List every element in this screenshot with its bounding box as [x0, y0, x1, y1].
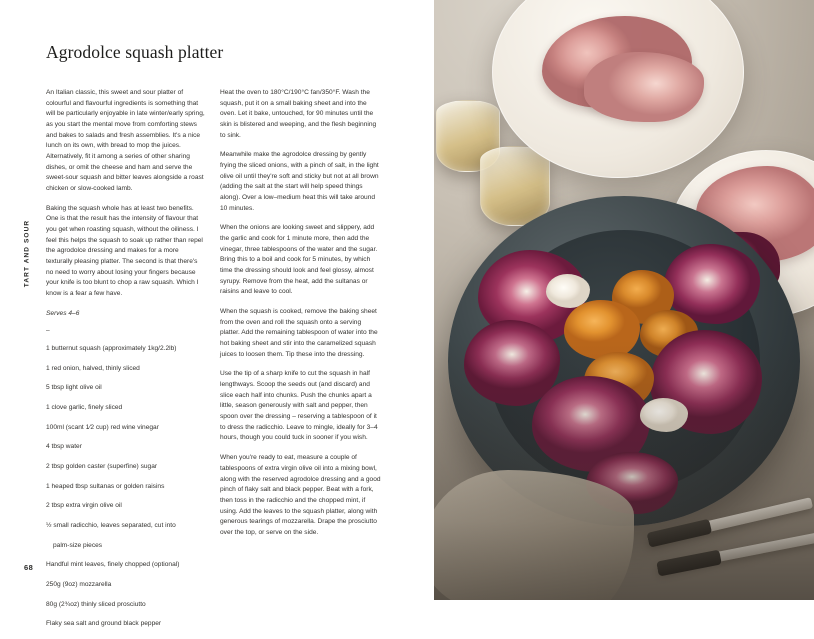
method-step: Heat the oven to 180°C/190°C fan/350°F. Wash the squash, put it on a small baking sheet and into the oven. Let it bake, untouched, for 90 minutes until the skin is blistered and weeping, and the flesh beginning to sink.	[220, 89, 377, 139]
method-step: When the squash is cooked, remove the baking sheet from the oven and roll the squash onto a serving platter. Add the remaining tablespoon of water into the hot baking sheet and stir into the caramelized squash juices to loosen them. Tip these into the dressing.	[220, 308, 378, 358]
serves-line: Serves 4–6	[46, 309, 80, 317]
chapter-tab-label: TART AND SOUR	[23, 219, 31, 288]
intro-column	[46, 88, 206, 639]
photo-vignette	[434, 340, 814, 600]
prosciutto-slice	[584, 52, 704, 122]
method-column	[220, 88, 382, 548]
intro-paragraph: An Italian classic, this sweet and sour platter of colourful and flavourful ingredients is something that will be particularly enjoyable in late winter/early spring, as you start the mental move from comforting stews and bakes to salads and fresh assemblies. It's a nice lunch on its own, with bread to mop the juices. Alternatively, fit it among a series of other sharing dishes, or omit the cheese and ham and serve the sweet-sour squash and bitter leaves alongside a roast chicken or slow-cooked lamb.	[46, 89, 205, 193]
ingredient-item: 1 red onion, halved, thinly sliced	[46, 364, 140, 372]
chapter-tab	[14, 0, 32, 600]
ingredient-item: 100ml (scant 1⁄2 cup) red wine vinegar	[46, 423, 159, 431]
ingredient-item: 5 tbsp light olive oil	[46, 384, 102, 392]
page-title: Agrodolce squash platter	[46, 41, 224, 62]
ingredient-item: ½ small radicchio, leaves separated, cut into	[46, 522, 176, 530]
method-step: When you're ready to eat, measure a couple of tablespoons of extra virgin olive oil into a mixing bowl, along with the reserved agrodolce dressing and a good pinch of flaky salt and black pepper. Beat with a fork, then toss in the radicchio and the chopped mint, if using. Add the leaves to the squash platter, along with generous tearings of mozzarella. Drape the prosciutto over the top, or serve on the side.	[220, 454, 381, 536]
method-step: When the onions are looking sweet and slippery, add the garlic and cook for 1 minute more, then add the vinegar, three tablespoons of the water and the sugar. Bring this to a boil and cook for 5 minutes, by which time the dressing should look and feel glossy, almost syrupy. Remove from the heat, add the sultanas or raisins and leave to cool.	[220, 224, 378, 296]
method-step: Use the tip of a sharp knife to cut the squash in half lengthways. Scoop the seeds out (and discard) and slice each half into chunks. Push the chunks apart a little, season generously with salt and pepper, then spoon over the dressing – reserving a tablespoon of it to dress the radicchio. Leave to mingle, ideally for 3–4 hours, though you could tuck in sooner if you wish.	[220, 370, 378, 442]
serves-rule: –	[46, 327, 50, 335]
ingredient-item: Flaky sea salt and ground black pepper	[46, 620, 162, 628]
ingredient-item: 4 tbsp water	[46, 443, 82, 451]
ingredient-item-continued: palm-size pieces	[53, 541, 103, 549]
page-number: 68	[24, 563, 34, 572]
ingredient-item: 1 heaped tbsp sultanas or golden raisins	[46, 482, 165, 490]
ingredients-list	[46, 344, 206, 630]
ingredient-item: 1 clove garlic, finely sliced	[46, 404, 123, 412]
ingredient-item: 80g (2¾oz) thinly sliced prosciutto	[46, 600, 146, 608]
ingredient-item: Handful mint leaves, finely chopped (optional)	[46, 561, 180, 569]
ingredient-item: 250g (9oz) mozzarella	[46, 581, 112, 589]
intro-paragraph: Baking the squash whole has at least two benefits. One is that the result has the intensity of flavour that you get when roasting squash, without the oiliness. I feel this helps the squash to soak up rather than repel the agrodolce dressing and makes for a more texturally pleasing platter. The second is that there's no need to worry about losing your fingers because your knife is too blunt to chop a raw squash. Which I know is a fear a few have.	[46, 204, 203, 298]
ingredient-item: 1 butternut squash (approximately 1kg/2.2lb)	[46, 345, 177, 353]
method-step: Meanwhile make the agrodolce dressing by gently frying the sliced onions, with a pinch of salt, in the light olive oil until they're soft and sticky but not at all brown (adding the salt at the start will help speed things along). Over a low–medium heat this will take around 10 minutes.	[220, 151, 379, 212]
ingredient-item: 2 tbsp extra virgin olive oil	[46, 502, 122, 510]
recipe-photograph	[434, 0, 814, 600]
drinking-glass	[480, 146, 550, 226]
ingredient-item: 2 tbsp golden caster (superfine) sugar	[46, 463, 158, 471]
